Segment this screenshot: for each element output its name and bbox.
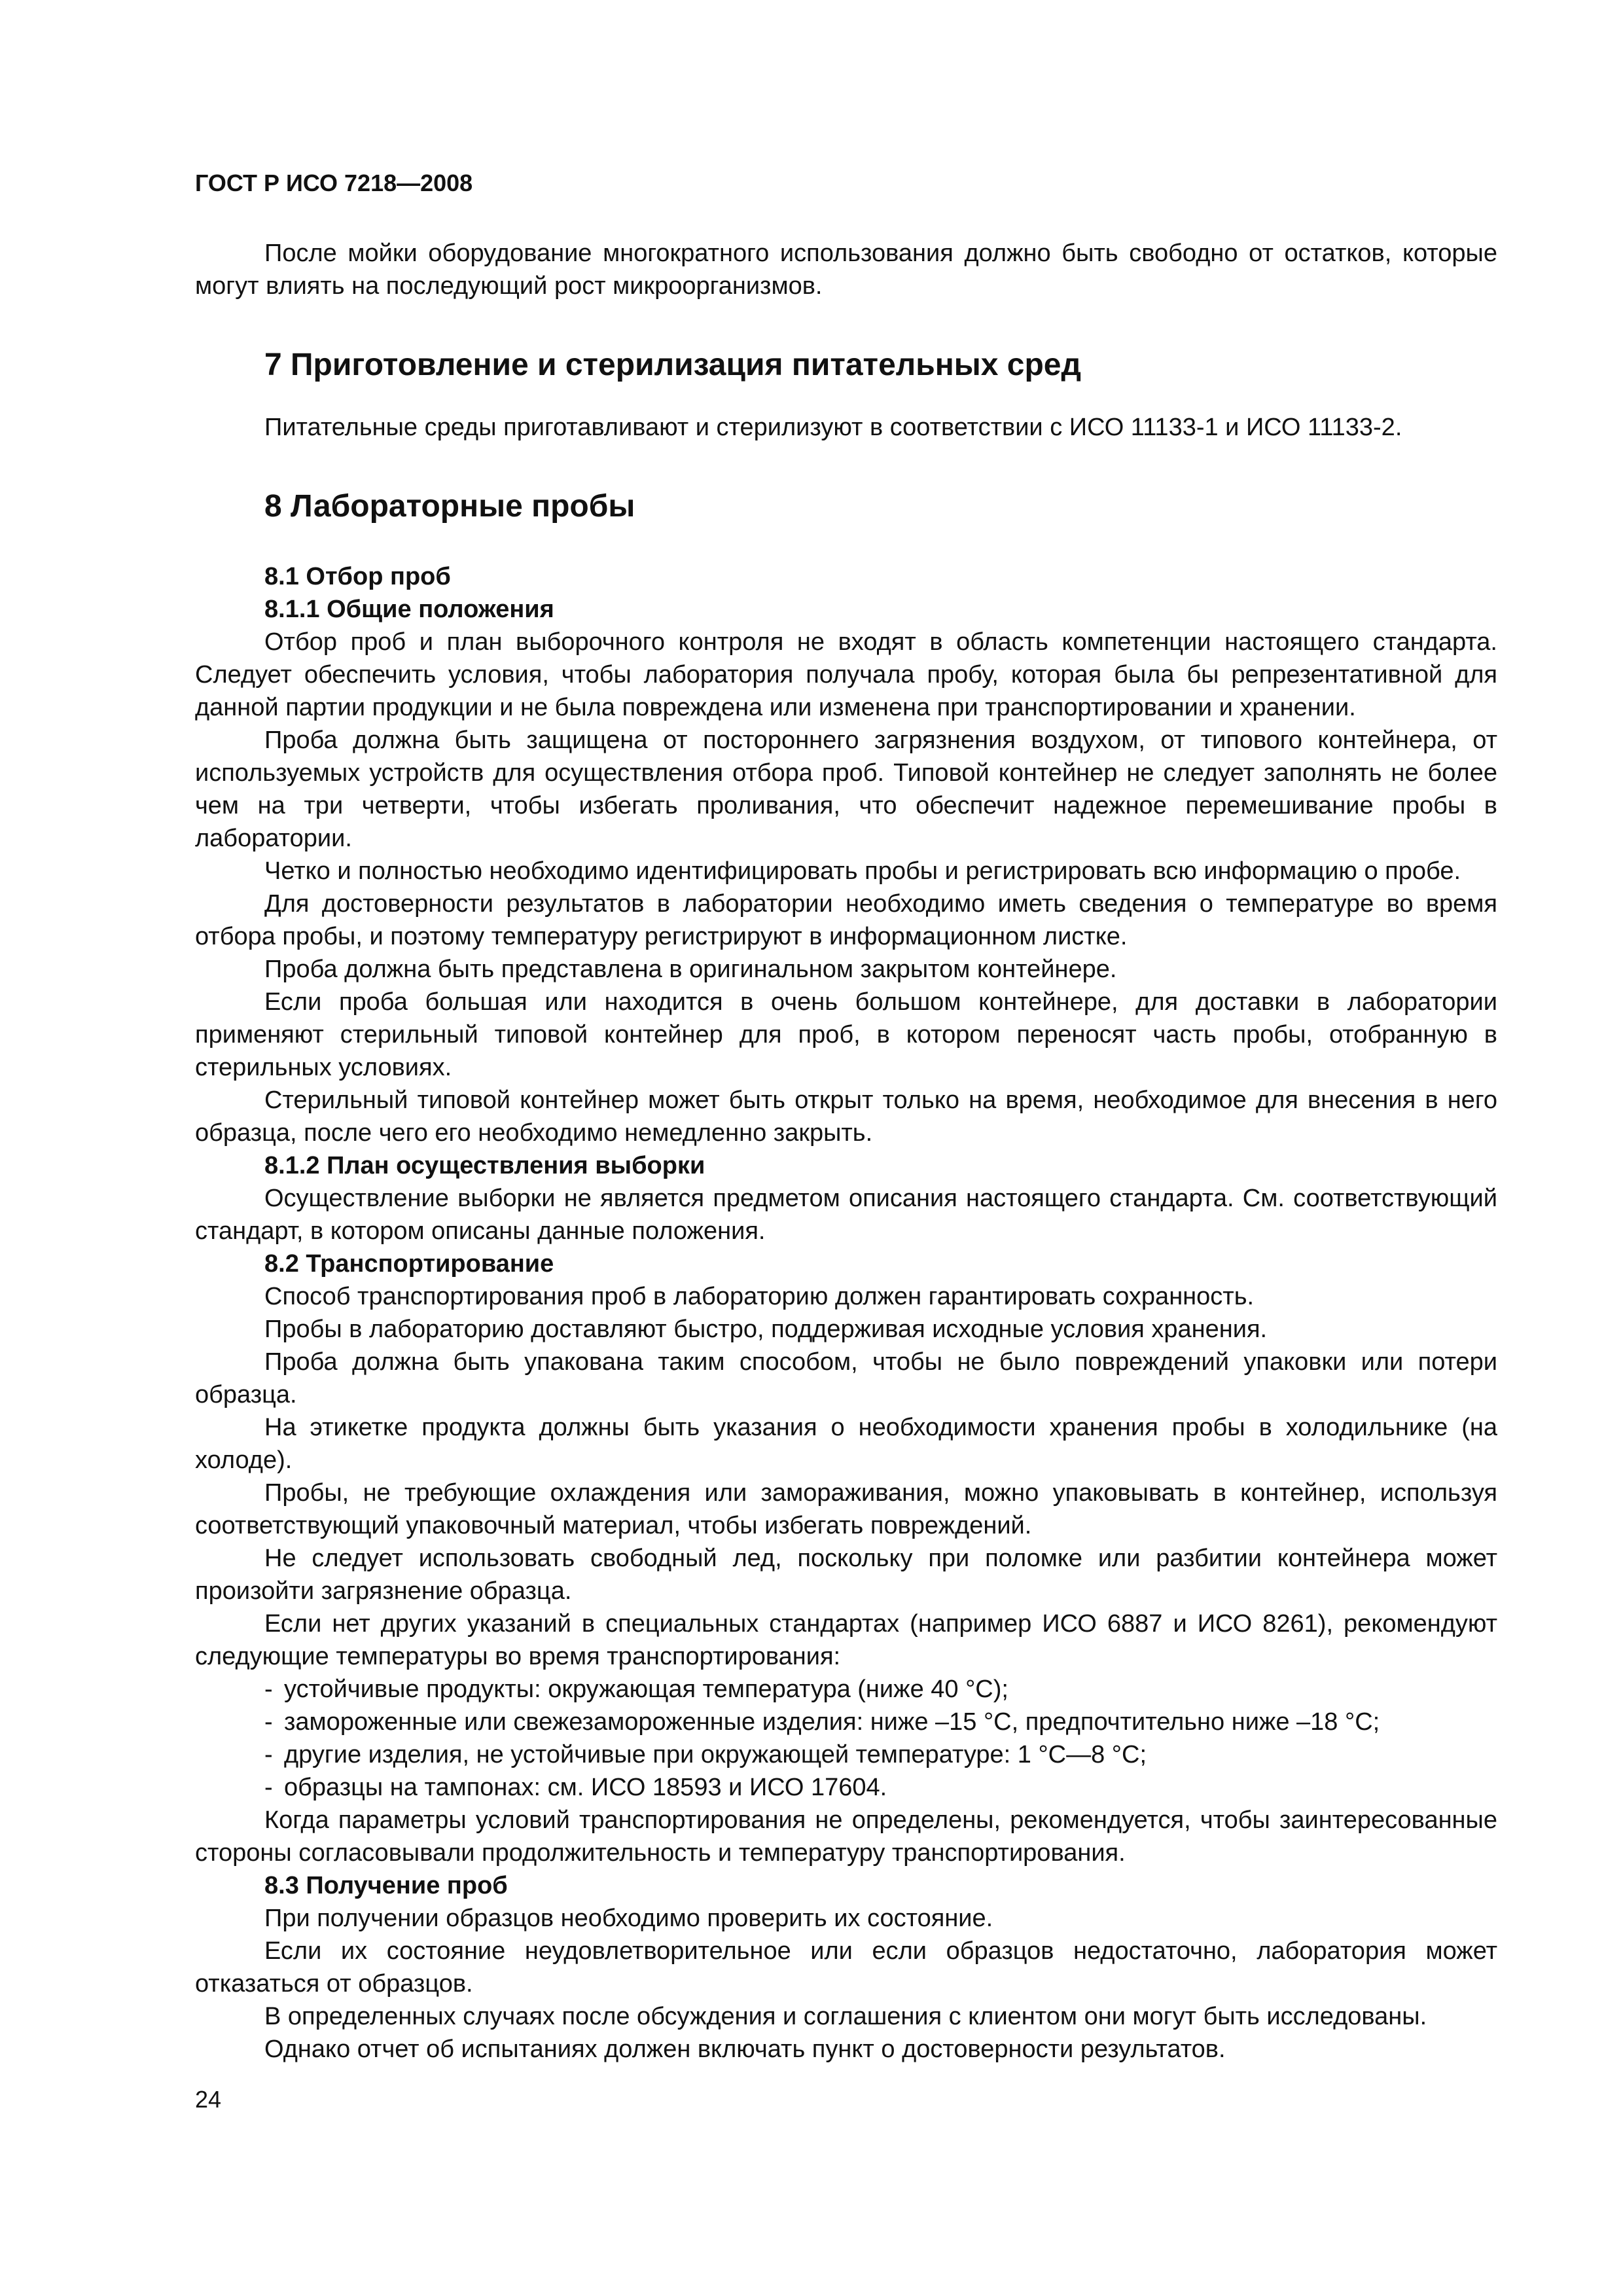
paragraph: Пробы, не требующие охлаждения или замораживания, можно упаковывать в контейнер, используя соответствующий упаковочный материал, чтобы избегать повреждений. [195,1479,1497,1539]
section-8-1-1-title: 8.1.1 Общие положения [264,596,554,623]
page-number: 24 [195,2086,222,2113]
intro-paragraph: После мойки оборудование многократного использования должно быть свободно от остатков, которые могут влиять на последующий рост микроорганизмов. [195,240,1497,300]
paragraph: Способ транспортирования проб в лабораторию должен гарантировать сохранность. [264,1283,1255,1310]
paragraph: Для достоверности результатов в лаборатории необходимо иметь сведения о температуре во время отбора пробы, и поэтому температуру регистрируют в информационном листке. [195,890,1497,950]
section-8-1-2-title: 8.1.2 План осуществления выборки [264,1152,705,1179]
section-8-3-title: 8.3 Получение проб [264,1872,508,1899]
dash-marker: - [264,1708,273,1736]
list-item [195,1706,1497,1738]
paragraph: На этикетке продукта должны быть указания о необходимости хранения пробы в холодильнике (на холоде). [195,1414,1497,1474]
paragraph: Осуществление выборки не является предметом описания настоящего стандарта. См. соответствующий стандарт, в котором описаны данные положения. [195,1185,1497,1245]
paragraph: Если нет других указаний в специальных стандартах (например ИСО 6887 и ИСО 8261), рекомендуют следующие температуры во время транспортирования: [195,1610,1497,1670]
paragraph: Если их состояние неудовлетворительное или если образцов недостаточно, лаборатория может отказаться от образцов. [195,1937,1497,1998]
section-8-1-title: 8.1 Отбор проб [264,563,451,590]
section-7-title: 7 Приготовление и стерилизация питательных сред [264,348,1081,382]
paragraph: Стерильный типовой контейнер может быть открыт только на время, необходимое для внесения в него образца, после чего его необходимо немедленно закрыть. [195,1086,1497,1147]
dash-marker: - [264,1676,273,1703]
paragraph: Когда параметры условий транспортирования не определены, рекомендуется, чтобы заинтересованные стороны согласовывали продолжительность и температуру транспортирования. [195,1806,1497,1867]
paragraph: Проба должна быть упакована таким способом, чтобы не было повреждений упаковки или потери образца. [195,1348,1497,1408]
temperature-list [195,1673,1497,1804]
section-8-2-title: 8.2 Транспортирование [264,1250,554,1278]
paragraph: Пробы в лабораторию доставляют быстро, поддерживая исходные условия хранения. [264,1316,1268,1343]
paragraph: При получении образцов необходимо проверить их состояние. [264,1905,993,1932]
list-item [195,1673,1497,1706]
list-item-text: устойчивые продукты: окружающая температура (ниже 40 °С); [284,1676,1008,1703]
paragraph: Проба должна быть представлена в оригинальном закрытом контейнере. [264,956,1117,983]
paragraph: Однако отчет об испытаниях должен включать пункт о достоверности результатов. [264,2036,1226,2063]
paragraph: Если проба большая или находится в очень большом контейнере, для доставки в лаборатории применяют стерильный типовой контейнер для проб, в котором переносят часть пробы, отобранную в стерильных условиях. [195,988,1497,1081]
list-item-text: другие изделия, не устойчивые при окружающей температуре: 1 °С—8 °С; [284,1741,1147,1768]
section-8-title: 8 Лабораторные пробы [264,489,635,524]
paragraph: Проба должна быть защищена от постороннего загрязнения воздухом, от типового контейнера, от используемых устройств для осуществления отбора проб. Типовой контейнер не следует заполнять не более чем на три четверти, чтобы избегать проливания, что обеспечит надежное перемешивание пробы в лаборатории. [195,726,1497,852]
list-item-text: образцы на тампонах: см. ИСО 18593 и ИСО 17604. [284,1774,887,1801]
dash-marker: - [264,1741,273,1768]
section-7-paragraph: Питательные среды приготавливают и стерилизуют в соответствии с ИСО 11133-1 и ИСО 11133-2. [264,414,1402,441]
paragraph: Не следует использовать свободный лед, поскольку при поломке или разбитии контейнера может произойти загрязнение образца. [195,1545,1497,1605]
list-item [195,1738,1497,1771]
list-item [195,1771,1497,1804]
page-content [195,169,1497,2066]
list-item-text: замороженные или свежезамороженные изделия: ниже –15 °С, предпочтительно ниже –18 °С; [284,1708,1380,1736]
document-code: ГОСТ Р ИСО 7218—2008 [195,170,473,196]
paragraph: В определенных случаях после обсуждения и соглашения с клиентом они могут быть исследованы. [264,2003,1427,2030]
paragraph: Отбор проб и план выборочного контроля не входят в область компетенции настоящего стандарта. Следует обеспечить условия, чтобы лаборатория получала пробу, которая была бы репрезентативной для данной партии продукции и не была повреждена или изменена при транспортировании и хранении. [195,628,1497,721]
dash-marker: - [264,1774,273,1801]
paragraph: Четко и полностью необходимо идентифицировать пробы и регистрировать всю информацию о пробе. [264,857,1461,885]
